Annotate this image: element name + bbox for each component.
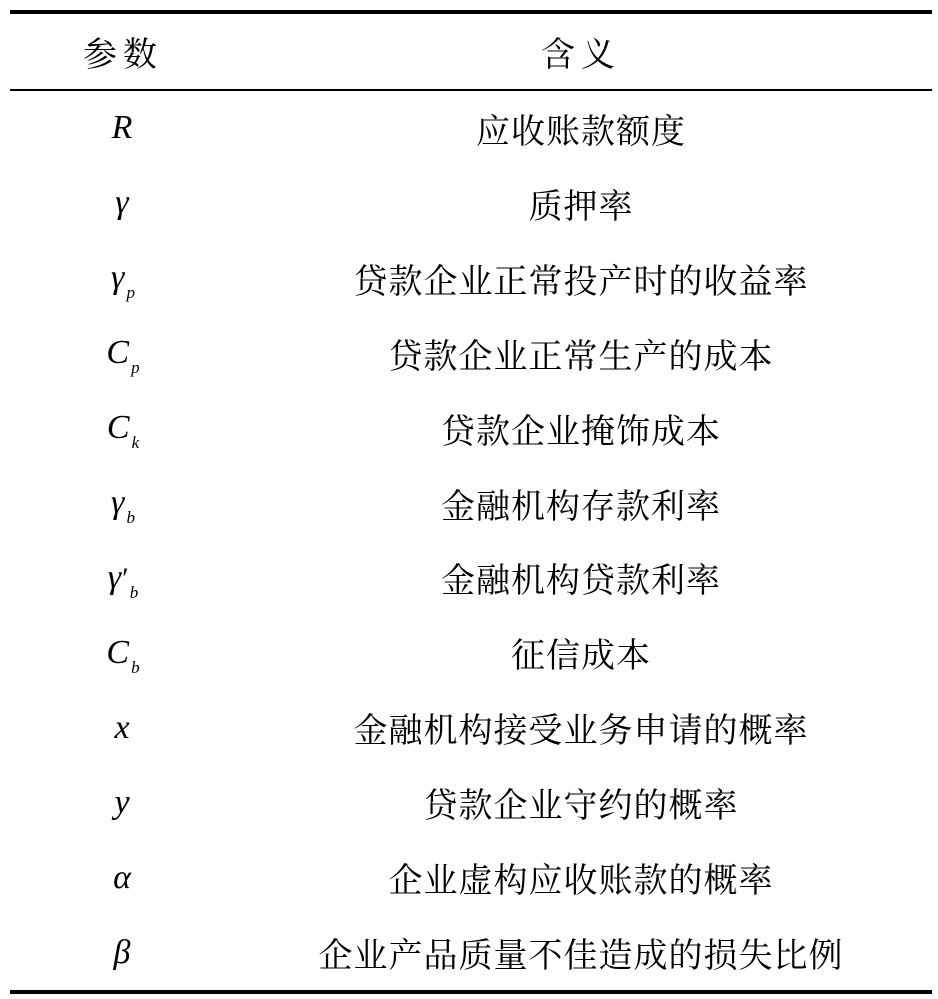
param-meaning: 企业产品质量不佳造成的损失比例 <box>318 936 844 977</box>
header-param: 参数 <box>83 35 163 75</box>
param-meaning: 贷款企业正常生产的成本 <box>388 336 774 377</box>
table-row <box>10 316 932 391</box>
table-row <box>10 241 932 316</box>
table-body <box>10 91 932 990</box>
param-meaning: 金融机构贷款利率 <box>441 561 721 602</box>
param-symbol: C $_b$ <box>106 633 140 677</box>
table-bottom-rule <box>10 990 932 994</box>
param-symbol: C $_p$ <box>106 334 140 378</box>
table-row <box>10 91 932 166</box>
table-row <box>10 915 932 990</box>
param-symbol: x <box>114 708 130 746</box>
table-row <box>10 466 932 541</box>
param-symbol: C $_k$ <box>106 409 140 453</box>
param-meaning: 征信成本 <box>511 636 651 677</box>
param-symbol: β <box>113 933 131 971</box>
param-meaning: 企业虚构应收账款的概率 <box>388 861 774 902</box>
param-symbol: $\gamma'_b$ <box>107 558 139 602</box>
param-symbol: R <box>111 109 133 147</box>
table-row <box>10 166 932 241</box>
header-meaning: 含义 <box>541 35 621 75</box>
param-symbol: γ $_p$ <box>111 259 135 303</box>
table-row <box>10 391 932 466</box>
table-row <box>10 840 932 915</box>
table-row <box>10 765 932 840</box>
param-meaning: 贷款企业正常投产时的收益率 <box>353 261 809 302</box>
table-header-row <box>10 14 932 89</box>
table-row <box>10 541 932 616</box>
param-meaning: 金融机构接受业务申请的概率 <box>353 711 809 752</box>
param-meaning: 金融机构存款利率 <box>441 486 721 527</box>
table-row <box>10 690 932 765</box>
param-symbol: y <box>114 783 130 821</box>
table-row <box>10 615 932 690</box>
param-symbol: α <box>113 858 131 896</box>
param-meaning: 应收账款额度 <box>476 111 686 152</box>
param-meaning: 质押率 <box>528 186 634 227</box>
param-symbol: γ $_b$ <box>111 484 135 528</box>
parameter-table <box>10 10 932 994</box>
param-symbol: γ <box>115 184 129 222</box>
param-meaning: 贷款企业掩饰成本 <box>441 411 721 452</box>
param-meaning: 贷款企业守约的概率 <box>423 786 739 827</box>
